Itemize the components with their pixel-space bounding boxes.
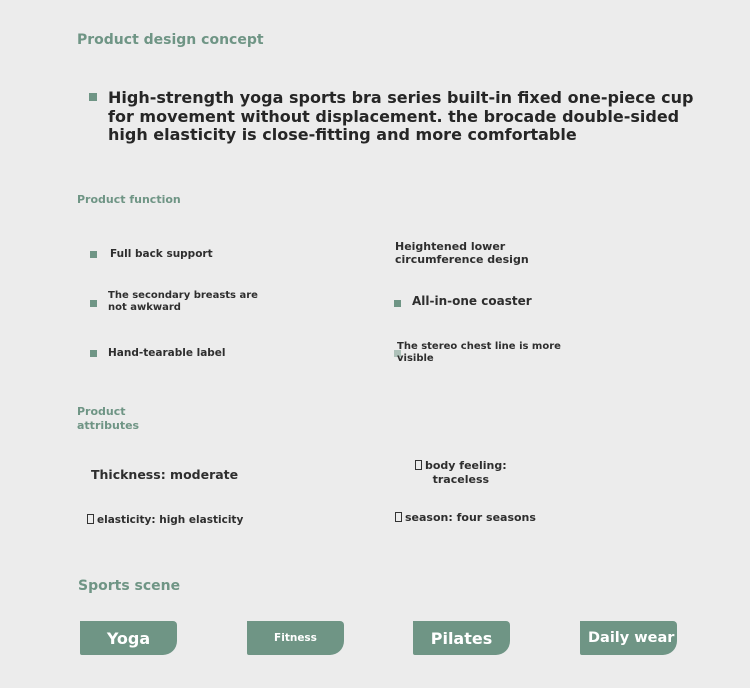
feature-label: All-in-one coaster (412, 294, 532, 308)
design-concept-text (108, 89, 693, 145)
bullet-icon (394, 300, 401, 307)
feature-stereo-chest-line (397, 341, 561, 364)
scene-tag-fitness: Fitness (247, 621, 344, 655)
concept-line-3: high elasticity is close-fitting and more comfortable (108, 125, 577, 144)
attributes-title-line: attributes (77, 419, 140, 432)
scene-tag-daily-wear: Daily wear (580, 621, 677, 655)
attribute-elasticity (87, 514, 243, 526)
attribute-season (395, 511, 536, 524)
bullet-icon (90, 300, 97, 307)
missing-glyph-icon (87, 514, 94, 524)
feature-label: Heightened lower (395, 240, 506, 253)
feature-full-back-support (110, 248, 213, 260)
scene-tag-pilates: Pilates (413, 621, 510, 655)
bullet-icon (90, 350, 97, 357)
bullet-icon (90, 251, 97, 258)
attribute-body-feeling (415, 459, 507, 487)
feature-label: visible (397, 352, 434, 364)
feature-all-in-one-coaster (412, 295, 532, 309)
attribute-label: body feeling: (425, 459, 507, 472)
feature-secondary-breasts (108, 290, 258, 313)
attribute-label: elasticity: high elasticity (97, 514, 244, 526)
attribute-thickness: Thickness: moderate (91, 467, 239, 482)
feature-label: not awkward (108, 301, 181, 313)
attribute-value: traceless (432, 473, 490, 486)
feature-label: Hand-tearable label (108, 347, 226, 359)
attributes-title-line: Product (77, 405, 126, 418)
bullet-icon (89, 93, 97, 101)
missing-glyph-icon (415, 460, 422, 470)
feature-label: Full back support (110, 248, 213, 260)
missing-glyph-icon (395, 512, 402, 522)
feature-label: The secondary breasts are (108, 290, 258, 301)
feature-hand-tearable-label (108, 347, 226, 359)
attribute-label: season: four seasons (405, 511, 536, 524)
scene-section-title: Sports scene (78, 578, 181, 594)
feature-label: circumference design (395, 252, 529, 266)
feature-label: The stereo chest line is more (397, 341, 561, 352)
concept-line-2: for movement without displacement. the brocade double-sided (108, 106, 680, 126)
attributes-section-title (77, 405, 139, 433)
scene-tag-yoga: Yoga (80, 621, 177, 655)
concept-line-1: High-strength yoga sports bra series built-in fixed one-piece cup (108, 88, 694, 107)
function-section-title: Product function (77, 193, 181, 206)
design-section-title: Product design concept (77, 32, 264, 48)
feature-heightened-lower (395, 241, 529, 266)
